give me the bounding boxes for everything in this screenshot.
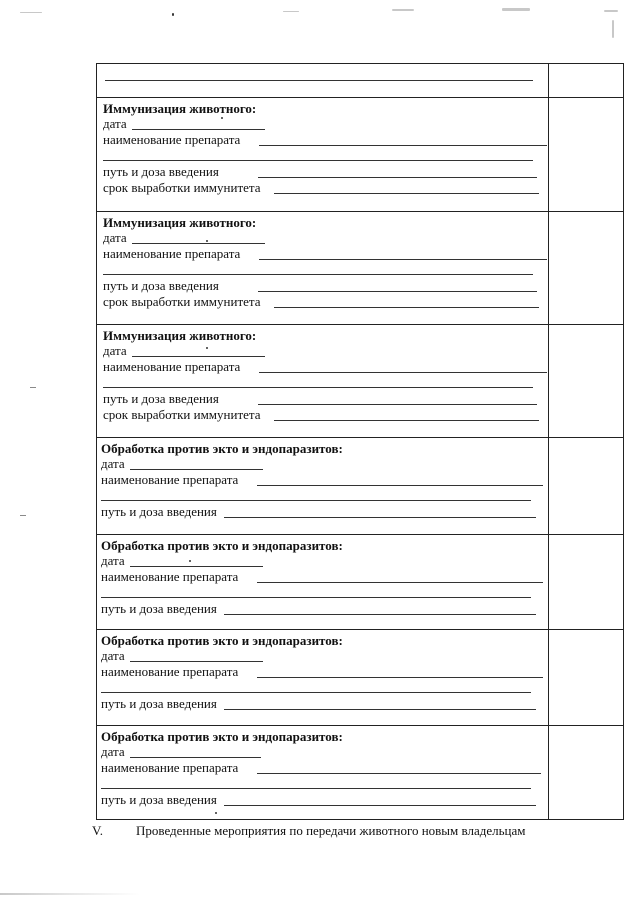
section-heading [92,823,526,838]
drug-fill-line-2[interactable] [101,500,531,501]
date-fill-line[interactable] [132,243,265,244]
immunization-block [97,324,623,437]
care-record-table [96,63,624,820]
date-label: дата [101,553,125,568]
ink-dot [215,812,217,814]
block-heading: Обработка против экто и эндопаразитов: [101,729,343,744]
drug-fill-line-2[interactable] [101,692,531,693]
signature-cell[interactable] [549,212,623,324]
drug-fill-line-2[interactable] [103,274,533,275]
date-label: дата [103,343,127,358]
drug-label: наименование препарата [101,760,239,775]
route-dose-fill-line[interactable] [258,404,537,405]
drug-fill-line[interactable] [259,259,547,260]
parasite-treatment-block [97,629,623,725]
block-heading: Обработка против экто и эндопаразитов: [101,441,343,456]
scan-speck [612,20,614,38]
route-dose-fill-line[interactable] [224,805,536,806]
scan-speck [172,13,174,16]
drug-fill-line-2[interactable] [103,160,533,161]
route-dose-fill-line[interactable] [258,291,537,292]
drug-label: наименование препарата [101,472,239,487]
scan-edge-mark [30,387,36,388]
scan-edge-mark [20,515,26,516]
drug-fill-line[interactable] [257,582,543,583]
route-dose-label: путь и доза введения [103,278,219,293]
ink-dot [206,240,208,242]
continuation-row [97,64,623,97]
route-dose-label: путь и доза введения [101,696,217,711]
drug-fill-line-2[interactable] [101,597,531,598]
date-label: дата [103,230,127,245]
date-fill-line[interactable] [130,469,263,470]
scan-speck [20,12,42,13]
date-fill-line[interactable] [132,356,265,357]
section-title: Проведенные мероприятия по передачи животного новым владельцам [136,823,526,838]
drug-fill-line[interactable] [259,145,547,146]
drug-label: наименование препарата [103,132,241,147]
ink-dot [189,560,191,562]
parasite-treatment-block [97,725,623,819]
immunization-block [97,211,623,324]
date-fill-line[interactable] [130,661,263,662]
date-fill-line[interactable] [132,129,265,130]
block-heading: Обработка против экто и эндопаразитов: [101,538,343,553]
block-heading: Обработка против экто и эндопаразитов: [101,633,343,648]
date-fill-line[interactable] [130,757,261,758]
route-dose-label: путь и доза введения [101,504,217,519]
immunity-term-fill-line[interactable] [274,420,539,421]
date-fill-line[interactable] [130,566,263,567]
route-dose-label: путь и доза введения [101,601,217,616]
block-heading: Иммунизация животного: [103,328,257,343]
drug-fill-line-2[interactable] [101,788,531,789]
signature-cell[interactable] [549,726,623,819]
drug-fill-line[interactable] [257,677,543,678]
date-label: дата [103,116,127,131]
drug-fill-line-2[interactable] [103,387,533,388]
block-heading: Иммунизация животного: [103,101,257,116]
signature-cell[interactable] [549,325,623,437]
block-heading: Иммунизация животного: [103,215,257,230]
drug-fill-line[interactable] [257,485,543,486]
drug-label: наименование препарата [101,664,239,679]
immunity-term-fill-line[interactable] [274,193,539,194]
route-dose-label: путь и доза введения [103,164,219,179]
immunity-term-label: срок выработки иммунитета [103,294,261,309]
route-dose-fill-line[interactable] [224,517,536,518]
immunity-term-fill-line[interactable] [274,307,539,308]
signature-cell[interactable] [549,630,623,725]
route-dose-label: путь и доза введения [103,391,219,406]
drug-label: наименование препарата [103,246,241,261]
drug-fill-line[interactable] [257,773,541,774]
scan-speck [502,8,530,11]
route-dose-label: путь и доза введения [101,792,217,807]
drug-fill-line[interactable] [259,372,547,373]
date-label: дата [101,456,125,471]
scan-speck [392,9,414,11]
parasite-treatment-block [97,534,623,629]
fill-line [105,80,533,81]
ink-dot [221,117,223,119]
scan-speck [283,11,299,12]
immunity-term-label: срок выработки иммунитета [103,180,261,195]
signature-cell[interactable] [549,98,623,211]
signature-cell[interactable] [549,438,623,534]
immunization-block [97,97,623,211]
date-label: дата [101,744,125,759]
ink-dot [206,347,208,349]
date-label: дата [101,648,125,663]
section-number: V. [92,823,103,838]
signature-cell[interactable] [549,535,623,629]
drug-label: наименование препарата [101,569,239,584]
route-dose-fill-line[interactable] [224,614,536,615]
route-dose-fill-line[interactable] [224,709,536,710]
parasite-treatment-block [97,437,623,534]
scan-bottom-edge [0,893,140,895]
route-dose-fill-line[interactable] [258,177,537,178]
immunity-term-label: срок выработки иммунитета [103,407,261,422]
scan-speck [604,10,618,12]
drug-label: наименование препарата [103,359,241,374]
